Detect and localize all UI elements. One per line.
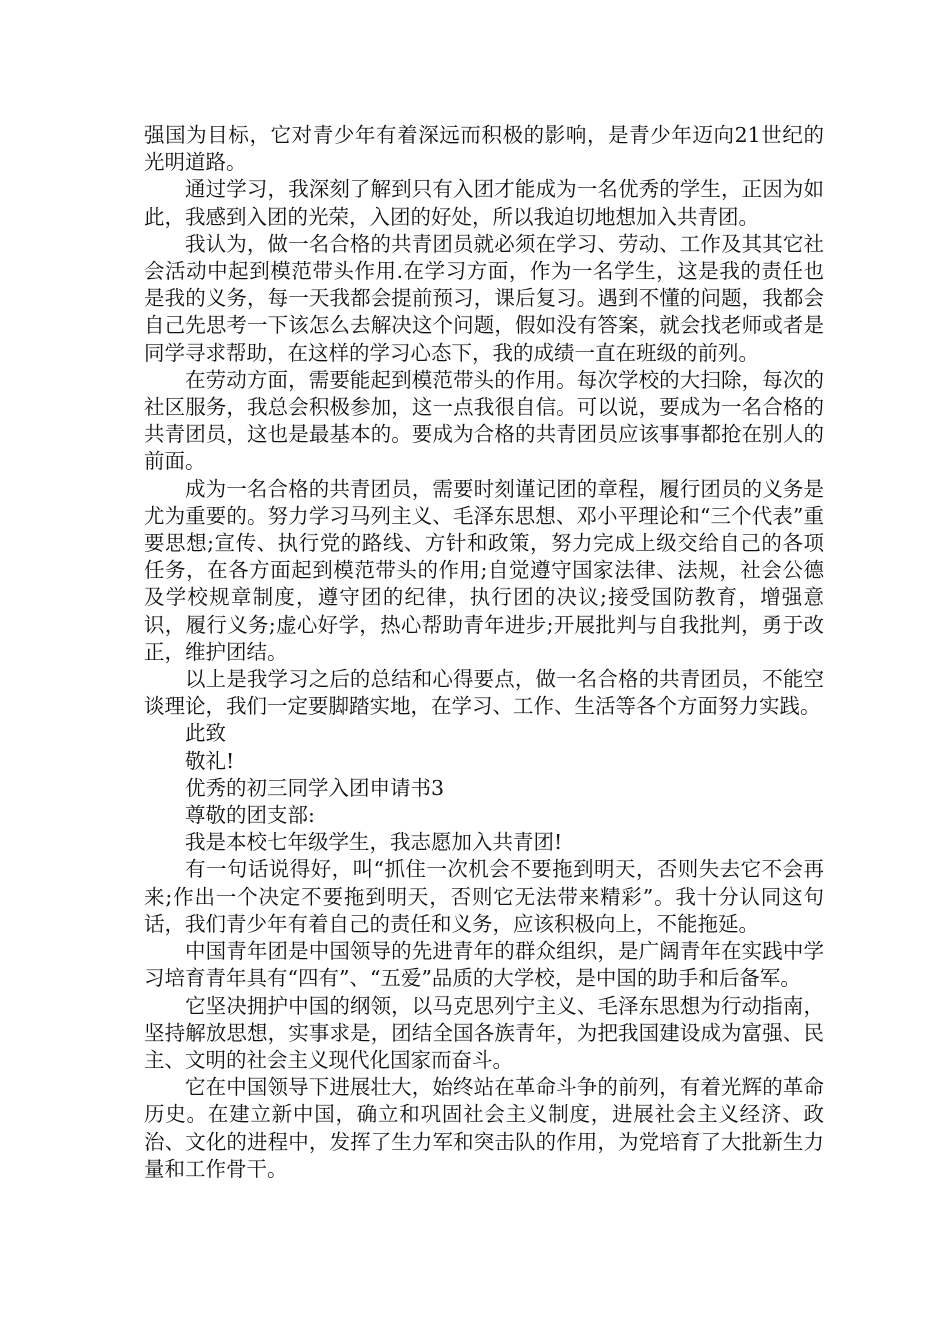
paragraph-4: 在劳动方面，需要能起到模范带头的作用。每次学校的大扫除，每次的社区服务，我总会积极参加，这一点我很自信。可以说，要成为一名合格的共青团员，这也是最基本的。要成为合格的共青团员应该事事都抢在别人的前面。 [144,367,824,474]
closing-regards: 敬礼! [185,748,235,773]
closing-salutation: 此致 [185,721,226,746]
paragraph-8: 有一句话说得好，叫“抓住一次机会不要拖到明天，否则失去它不会再来;作出一个决定不要拖到明天，否则它无法带来精彩”。我十分认同这句话，我们青少年有着自己的责任和义务，应该积极向上，不能拖延。 [144,857,824,936]
document-body [144,122,824,1183]
paragraph-2: 通过学习，我深刻了解到只有入团才能成为一名优秀的学生，正因为如此，我感到入团的光荣，入团的好处，所以我迫切地想加入共青团。 [144,177,824,229]
paragraph-3: 我认为，做一名合格的共青团员就必须在学习、劳动、工作及其其它社会活动中起到模范带头作用.在学习方面，作为一名学生，这是我的责任也是我的义务，每一天我都会提前预习，课后复习。遇到不懂的问题，我都会自己先思考一下该怎么去解决这个问题，假如没有答案，就会找老师或者是同学寻求帮助，在这样的学习心态下，我的成绩一直在班级的前列。 [144,231,824,365]
paragraph-11: 它在中国领导下进展壮大，始终站在革命斗争的前列，有着光辉的革命历史。在建立新中国，确立和巩固社会主义制度，进展社会主义经济、政治、文化的进程中，发挥了生力军和突击队的作用，为党培育了大批新生力量和工作骨干。 [144,1075,824,1181]
paragraph-10: 它坚决拥护中国的纲领，以马克思列宁主义、毛泽东思想为行动指南，坚持解放思想，实事求是，团结全国各族青年，为把我国建设成为富强、民主、文明的社会主义现代化国家而奋斗。 [144,993,824,1072]
paragraph-1: 强国为目标，它对青少年有着深远而积极的影响，是青少年迈向21世纪的光明道路。 [144,123,824,175]
paragraph-6: 以上是我学习之后的总结和心得要点，做一名合格的共青团员，不能空谈理论，我们一定要脚踏实地，在学习、工作、生活等各个方面努力实践。 [144,667,824,719]
paragraph-7: 我是本校七年级学生，我志愿加入共青团! [185,830,563,855]
greeting: 尊敬的团支部: [185,803,315,828]
paragraph-9: 中国青年团是中国领导的先进青年的群众组织，是广阔青年在实践中学习培育青年具有“四有”、“五爱”品质的大学校，是中国的助手和后备军。 [144,939,824,991]
paragraph-5: 成为一名合格的共青团员，需要时刻谨记团的章程，履行团员的义务是尤为重要的。努力学习马列主义、毛泽东思想、邓小平理论和“三个代表”重要思想;宣传、执行党的路线、方针和政策，努力完成上级交给自己的各项任务，在各方面起到模范带头的作用;自觉遵守国家法律、法规，社会公德及学校规章制度，遵守团的纪律，执行团的决议;接受国防教育，增强意识，履行义务;虚心好学，热心帮助青年进步;开展批判与自我批判，勇于改正，维护团结。 [144,476,824,664]
section-title: 优秀的初三同学入团申请书3 [185,775,445,800]
